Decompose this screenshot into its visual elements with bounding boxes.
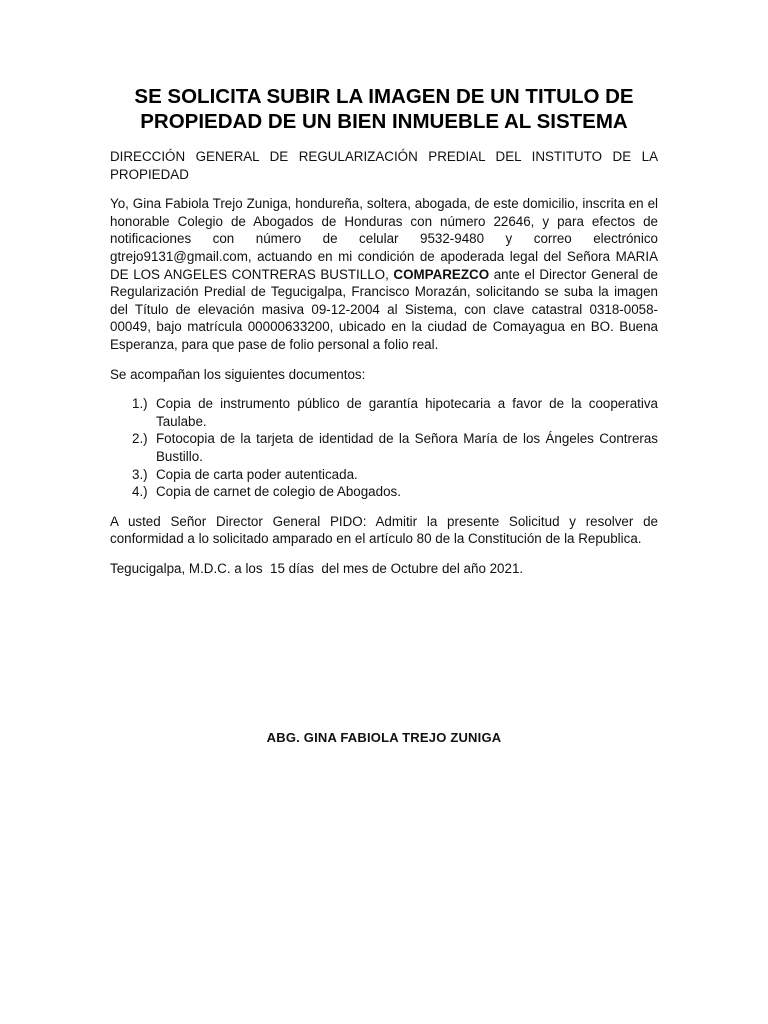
- list-item-number: 3.): [132, 466, 148, 482]
- list-item: [110, 395, 658, 430]
- list-item: [110, 466, 658, 484]
- title-line-2: PROPIEDAD DE UN BIEN INMUEBLE AL SISTEMA: [140, 110, 628, 133]
- main-paragraph-start: Yo, Gina Fabiola Trejo Zuniga, hondureña, soltera, abogada, de este domicilio, inscrita en el honorable Colegio de Abogados de Honduras con número 22646, y para efectos de notificaciones con número de celular 9532-9480 y correo electrónico gtrejo9131@gmail.com, actuando en mi condición de apoderada legal del Señora MARIA DE LOS ANGELES CONTRERAS BUSTILLO,: [110, 196, 658, 282]
- addressee: DIRECCIÓN GENERAL DE REGULARIZACIÓN PREDIAL DEL INSTITUTO DE LA PROPIEDAD: [110, 149, 658, 182]
- main-paragraph-end: ante el Director General de Regularización Predial de Tegucigalpa, Francisco Morazán, solicitando se suba la imagen del Título de elevación masiva 09-12-2004 al Sistema, con clave catastral 0318-0058-00049, bajo matrícula 00000633200, ubicado en la ciudad de Comayagua en BO. Buena Esperanza, para que pase de folio personal a folio real.: [110, 266, 658, 352]
- main-paragraph: [110, 195, 658, 353]
- document-body: [110, 84, 658, 589]
- comparezco-bold: COMPAREZCO: [393, 266, 490, 282]
- documents-intro: Se acompañan los siguientes documentos:: [110, 366, 366, 382]
- place-date: Tegucigalpa, M.D.C. a los 15 días del mes de Octubre del año 2021.: [110, 560, 524, 576]
- request-paragraph: A usted Señor Director General PIDO: Admitir la presente Solicitud y resolver de conformidad a lo solicitado amparado en el artículo 80 de la Constitución de la Republica.: [110, 513, 658, 547]
- list-item: [110, 483, 658, 501]
- documents-list: [110, 395, 658, 501]
- list-item-number: 2.): [132, 431, 148, 447]
- signature-name: ABG. GINA FABIOLA TREJO ZUNIGA: [266, 730, 502, 745]
- list-item-text: Copia de carta poder autenticada.: [156, 466, 358, 482]
- list-item: [110, 430, 658, 465]
- list-item-text: Copia de instrumento público de garantía hipotecaria a favor de la cooperativa Taulabe.: [156, 396, 658, 429]
- list-item-number: 4.): [132, 484, 148, 500]
- list-item-number: 1.): [132, 396, 148, 412]
- title-line-1: SE SOLICITA SUBIR LA IMAGEN DE UN TITULO DE: [134, 85, 634, 108]
- list-item-text: Copia de carnet de colegio de Abogados.: [156, 484, 401, 500]
- document-title: [110, 84, 658, 134]
- list-item-text: Fotocopia de la tarjeta de identidad de la Señora María de los Ángeles Contreras Bustillo.: [156, 431, 658, 464]
